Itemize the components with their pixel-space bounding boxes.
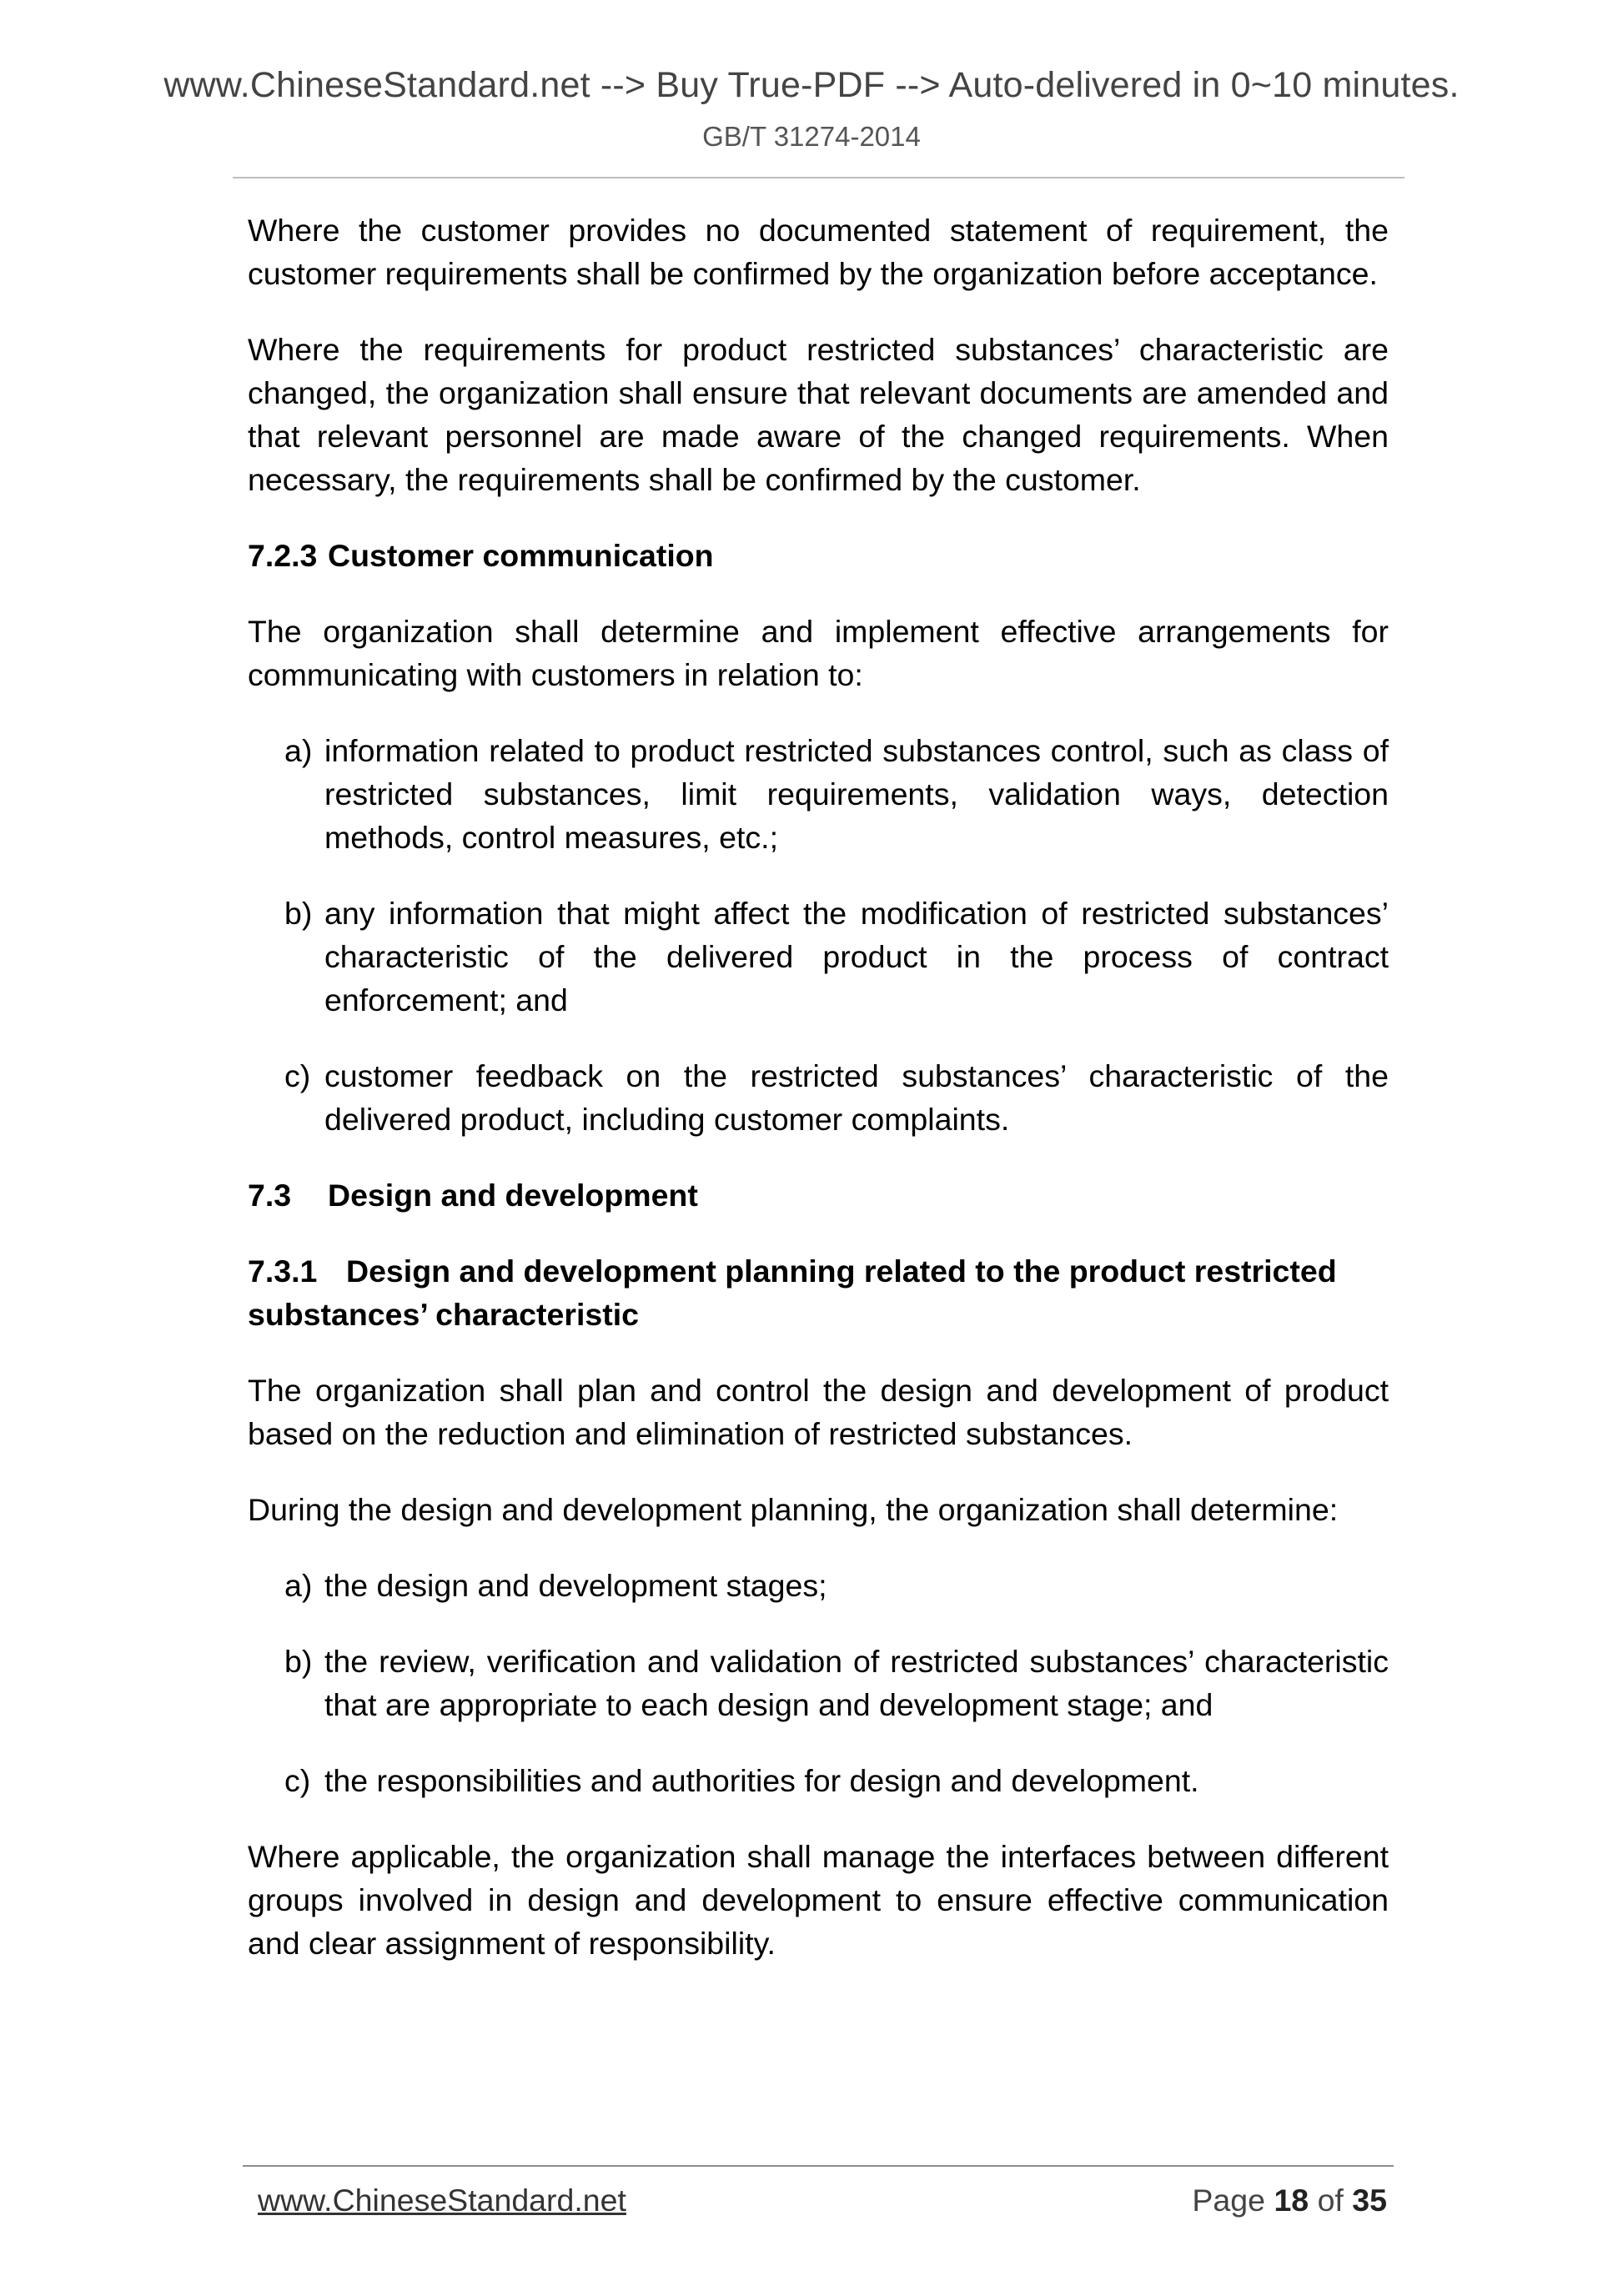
page-of: of xyxy=(1317,2183,1344,2218)
list-marker: a) xyxy=(284,1568,313,1603)
list-item-text: the design and development stages; xyxy=(324,1568,827,1603)
list-marker: a) xyxy=(284,733,313,768)
list-item xyxy=(284,1759,1389,1802)
list-marker: b) xyxy=(284,896,313,931)
list-marker: c) xyxy=(284,1763,311,1798)
section-heading-7-2-3 xyxy=(248,534,1389,577)
list-item xyxy=(284,892,1389,1022)
paragraph: Where the customer provides no documented statement of requirement, the customer requirements shall be confirmed by the organization before acceptance. xyxy=(248,213,1389,291)
section-title: Design and development planning related to the product restricted substances’ characteristic xyxy=(248,1254,1337,1332)
page-number xyxy=(1192,2183,1387,2218)
list-item-text: the responsibilities and authorities for design and development. xyxy=(324,1763,1199,1798)
header-divider xyxy=(233,177,1404,178)
list-item xyxy=(284,1054,1389,1141)
footer-website-link[interactable]: www.ChineseStandard.net xyxy=(258,2183,626,2218)
paragraph: Where the requirements for product restricted substances’ characteristic are changed, the organization shall ensure that relevant documents are amended and that relevant personnel are made aware of the changed requirements. When necessary, the requirements shall be confirmed by the customer. xyxy=(248,332,1389,497)
section-heading-7-3-1 xyxy=(248,1249,1389,1336)
list-item-text: the review, verification and validation of restricted substances’ characteristic that are appropriate to each design and development stage; and xyxy=(324,1644,1389,1722)
page-total: 35 xyxy=(1352,2183,1387,2218)
section-number: 7.3.1 xyxy=(248,1254,318,1289)
paragraph: During the design and development planning, the organization shall determine: xyxy=(248,1492,1339,1527)
section-title: Customer communication xyxy=(328,538,714,573)
section-title: Design and development xyxy=(328,1178,698,1213)
page-current: 18 xyxy=(1274,2183,1309,2218)
section-number: 7.2.3 xyxy=(248,538,318,573)
list-item-text: any information that might affect the modification of restricted substances’ characteristic of the delivered product in the process of contract enforcement; and xyxy=(324,896,1389,1017)
list-item xyxy=(284,1564,1389,1607)
paragraph: Where applicable, the organization shall manage the interfaces between different groups involved in design and development to ensure effective communication and clear assignment of responsibility. xyxy=(248,1839,1389,1961)
list-marker: b) xyxy=(284,1644,313,1679)
list-item xyxy=(284,1640,1389,1726)
footer-divider xyxy=(243,2165,1394,2167)
section-heading-7-3 xyxy=(248,1173,1389,1217)
section-number: 7.3 xyxy=(248,1178,292,1213)
list-item xyxy=(284,729,1389,859)
list-item-text: customer feedback on the restricted substances’ characteristic of the delivered product, including customer complaints. xyxy=(324,1058,1389,1137)
paragraph: The organization shall plan and control the design and development of product based on the reduction and elimination of restricted substances. xyxy=(248,1373,1389,1451)
paragraph: The organization shall determine and implement effective arrangements for communicating with customers in relation to: xyxy=(248,614,1389,692)
list-marker: c) xyxy=(284,1058,311,1093)
document-id: GB/T 31274-2014 xyxy=(702,121,921,152)
page-label: Page xyxy=(1192,2183,1266,2218)
header-banner[interactable]: www.ChineseStandard.net --> Buy True-PDF --> Auto-delivered in 0~10 minutes. xyxy=(163,65,1460,105)
page-content xyxy=(248,208,1389,1997)
list-item-text: information related to product restricted substances control, such as class of restricted substances, limit requirements, validation ways, detection methods, control measures, etc.; xyxy=(324,733,1389,855)
